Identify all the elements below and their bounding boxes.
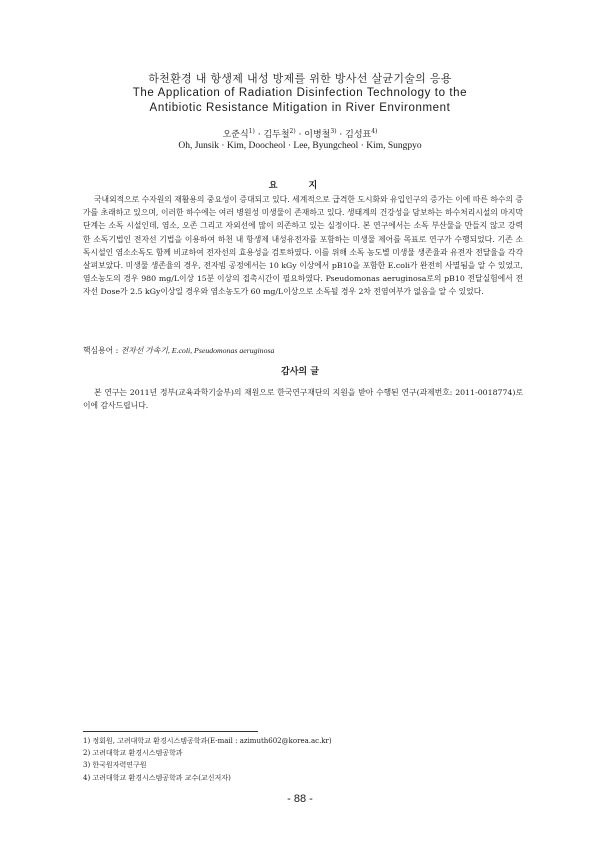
abstract-heading: 요 지 [268, 181, 332, 191]
abstract-paragraph: 국내외적으로 수자원의 재활용의 중요성이 증대되고 있다. 세계적으로 급격한 도시화와 유입인구의 증가는 이에 따른 하수의 증가를 초래하고 있으며, 이러한 하수에는 여러 병원성 미생물이 존재하고 있다. 생태계의 건강성을 담보하는 하수처리시설의 마지막 단계는 소독 시설인데, 염소, 오존 그리고 자외선에 많이 의존하고 있는 실정이다. 본 연구에서는 소독 부산물을 만들지 않고 강력한 소독기법인 전자선 기법을 이용하여 하천 내 항생제 내성유전자를 포함하는 미생물 제어를 목표로 연구가 수행되었다. 기존 소독시설인 염소소독도 함께 비교하여 전자선의 효용성을 검토하였다. 이를 위해 소독 농도별 미생물 생존율과 유전자 전달율을 각각 살펴보았다. 미생물 생존율의 경우, 전자빔 공정에서는 10 kGy 이상에서 pB10을 포함한 E.coli가 완전히 사멸됨을 알 수 있었고, 염소농도의 경우 980 mg/L이상 15분 이상의 접촉시간이 필요하였다. Pseudomonas aeruginosa로의 pB10 전달실험에서 전자선 Dose가 2.5 kGy이상일 경우와 염소농도가 60 mg/L이상으로 소독될 경우 2차 전염여부가 없음을 알 수 있었다. [83, 195, 523, 297]
footnote-item: 4) 고려대학교 환경시스템공학과 교수(교신저자) [83, 773, 231, 782]
acknowledgment-heading: 감사의 글 [281, 367, 319, 377]
footnote-item: 1) 정회원, 고려대학교 환경시스템공학과(E-mail : azimuth602@korea.ac.kr) [83, 737, 332, 745]
author-name: 김두철 [263, 130, 290, 140]
author-footnote-mark: 1) [248, 128, 255, 135]
title-english-line1: The Application of Radiation Disinfection Technology to the [132, 87, 468, 99]
keywords [83, 345, 523, 356]
footnotes [83, 735, 523, 784]
footnote-item: 2) 고려대학교 환경시스템공학과 [83, 749, 183, 758]
keywords-value: 전자선 가속기, E.coli, Pseudomonas aeruginosa [120, 346, 275, 355]
author-name: 김성표 [345, 130, 372, 140]
author-footnote-mark: 2) [289, 128, 296, 135]
author-name: 이병철 [304, 130, 331, 140]
title-english-line2: Antibiotic Resistance Mitigation in River Environment [149, 102, 451, 114]
authors-korean: 오준식$^{1)}$ · 김두철$^{2)}$ · 이병철$^{3)}$ · 김성표$^{4)}$ [222, 128, 378, 140]
title-english [0, 86, 600, 116]
keywords-label: 핵심용어 : [83, 346, 121, 355]
acknowledgment-paragraph: 본 연구는 2011년 정부(교육과학기술부)의 재원으로 한국연구재단의 지원을 받아 수행된 연구(과제번호: 2011-0018774)로 이에 감사드립니다. [83, 388, 523, 411]
footnote-divider [83, 731, 258, 732]
page-number: - 88 - [287, 793, 313, 805]
author-footnote-mark: 4) [371, 128, 378, 135]
authors-english: Oh, Junsik · Kim, Doocheol · Lee, Byungcheol · Kim, Sungpyo [178, 141, 422, 151]
title-korean: 하천환경 내 항생제 내성 방제를 위한 방사선 살균기술의 응용 [148, 72, 452, 85]
footnote-item: 3) 한국원자력연구원 [83, 761, 147, 770]
author-name: 오준식 [222, 130, 249, 140]
author-footnote-mark: 3) [330, 128, 337, 135]
